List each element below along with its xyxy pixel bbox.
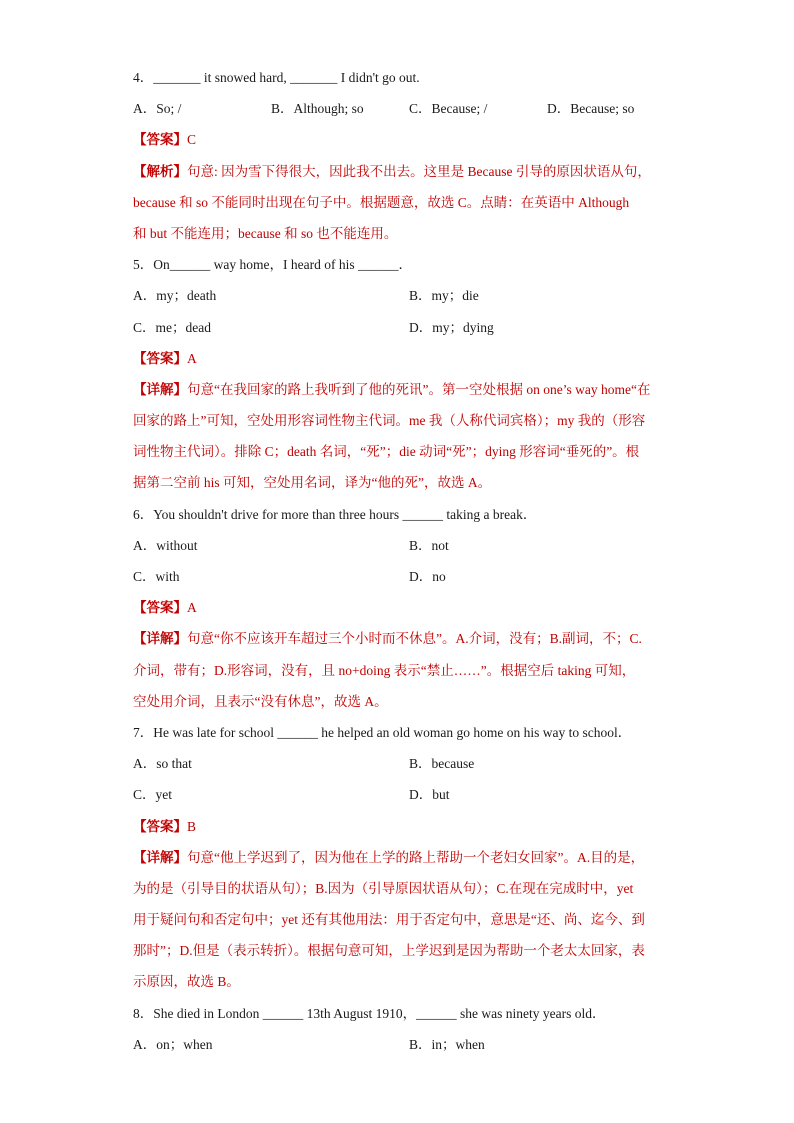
question-7-explanation-line: 用于疑问句和否定句中；yet 还有其他用法：用于否定句中，意思是“还、尚、迄今、到: [133, 912, 645, 928]
explanation-tag: 【详解】: [133, 631, 187, 647]
question-6-explanation-line: [133, 623, 673, 654]
question-list: [133, 62, 673, 1060]
answer-tag: 【答案】: [133, 132, 187, 148]
explanation-tag: 【解析】: [133, 163, 187, 179]
question-6-options-row-1: [133, 530, 673, 561]
answer-tag: 【答案】: [133, 350, 187, 366]
option-b: B．because: [409, 756, 475, 772]
explanation-tag: 【详解】: [133, 381, 187, 397]
question-8-stem: 8．She died in London ______ 13th August 1910，______ she was ninety years old．: [133, 1005, 606, 1021]
question-7-explanation-line: 为的是（引导目的状语从句）；B.因为（引导原因状语从句）；C.在现在完成时中，yet: [133, 880, 634, 896]
option-b: B．not: [409, 537, 449, 553]
question-4-answer: [133, 124, 673, 155]
question-8-options-row-1: [133, 1029, 673, 1060]
explanation-text: 句意: 因为雪下得很大，因此我不出去。这里是 Because 引导的原因状语从句，: [187, 163, 651, 179]
question-6-answer: [133, 592, 673, 623]
question-7-answer: [133, 811, 673, 842]
question-7-options-row-2: [133, 779, 673, 810]
question-6-explanation-line: 空处用介词，且表示“没有休息”，故选 A。: [133, 693, 388, 709]
option-a: A．So; /: [133, 101, 182, 117]
question-7-explanation-line: [133, 842, 673, 873]
question-6-stem: 6．You shouldn't drive for more than three hours ______ taking a break．: [133, 506, 537, 522]
question-4-explanation-line: 和 but 不能连用；because 和 so 也不能连用。: [133, 225, 398, 241]
option-b: B．my；die: [409, 288, 479, 304]
question-5-stem: 5．On______ way home，I heard of his ______．: [133, 257, 412, 273]
explanation-text: 句意“你不应该开车超过三个小时而不休息”。A.介词，没有；B.副词，不；C.: [187, 631, 642, 647]
option-d: D．no: [409, 569, 446, 584]
option-d: D．but: [409, 787, 450, 803]
answer-value: A: [187, 600, 197, 616]
option-c: C．Because; /: [409, 101, 488, 117]
option-c: C．yet: [133, 787, 172, 803]
question-7-stem: 7．He was late for school ______ he helped an old woman go home on his way to school．: [133, 724, 632, 740]
answer-value: A: [187, 350, 197, 366]
option-a: A．my；death: [133, 288, 217, 304]
option-d: D．Because; so: [547, 101, 635, 117]
question-5-options-row-1: [133, 280, 673, 311]
option-d: D．my；dying: [409, 319, 494, 335]
option-c: C．with: [133, 569, 180, 584]
answer-tag: 【答案】: [133, 600, 187, 616]
answer-tag: 【答案】: [133, 818, 187, 834]
question-7-options-row-1: [133, 748, 673, 779]
question-5-explanation-line: 回家的路上”可知，空处用形容词性物主代词。me 我（人称代词宾格）；my 我的（形容: [133, 413, 646, 429]
option-a: A．so that: [133, 756, 192, 772]
question-6-explanation-line: 介词，带有；D.形容词，没有，且 no+doing 表示“禁止……”。根据空后 taking 可知，: [133, 662, 636, 678]
option-a: A．on；when: [133, 1036, 213, 1052]
explanation-tag: 【详解】: [133, 849, 187, 865]
question-7-explanation-line: 那时”；D.但是（表示转折）。根据句意可知，上学迟到是因为帮助一个老太太回家，表: [133, 943, 645, 959]
question-4-options: [133, 93, 673, 124]
question-5-options-row-2: [133, 312, 673, 343]
question-4-explanation-line: because 和 so 不能同时出现在句子中。根据题意，故选 C。点睛：在英语中 Although: [133, 194, 630, 210]
question-5-explanation-line: 词性物主代词）。排除 C；death 名词，“死”；die 动词“死”；dying 形容词“垂死的”。根: [133, 444, 640, 460]
question-5-answer: [133, 343, 673, 374]
question-5-explanation-line: 据第二空前 his 可知，空处用名词，译为“他的死”，故选 A。: [133, 475, 492, 491]
option-b: B．Although; so: [271, 101, 364, 117]
explanation-text: 句意“在我回家的路上我听到了他的死讯”。第一空处根据 on one’s way home“在: [187, 381, 651, 397]
question-6-options-row-2: [133, 561, 673, 592]
option-c: C．me；dead: [133, 319, 211, 335]
question-4-explanation-line: [133, 156, 673, 187]
answer-value: C: [187, 132, 197, 148]
option-b: B．in；when: [409, 1036, 485, 1052]
question-7-explanation-line: 示原因，故选 B。: [133, 974, 240, 990]
question-4-stem: 4．_______ it snowed hard, _______ I didn't go out.: [133, 70, 420, 85]
question-5-explanation-line: [133, 374, 673, 405]
answer-value: B: [187, 818, 197, 834]
option-a: A．without: [133, 537, 198, 553]
explanation-text: 句意“他上学迟到了，因为他在上学的路上帮助一个老妇女回家”。A.目的是，: [187, 849, 645, 865]
